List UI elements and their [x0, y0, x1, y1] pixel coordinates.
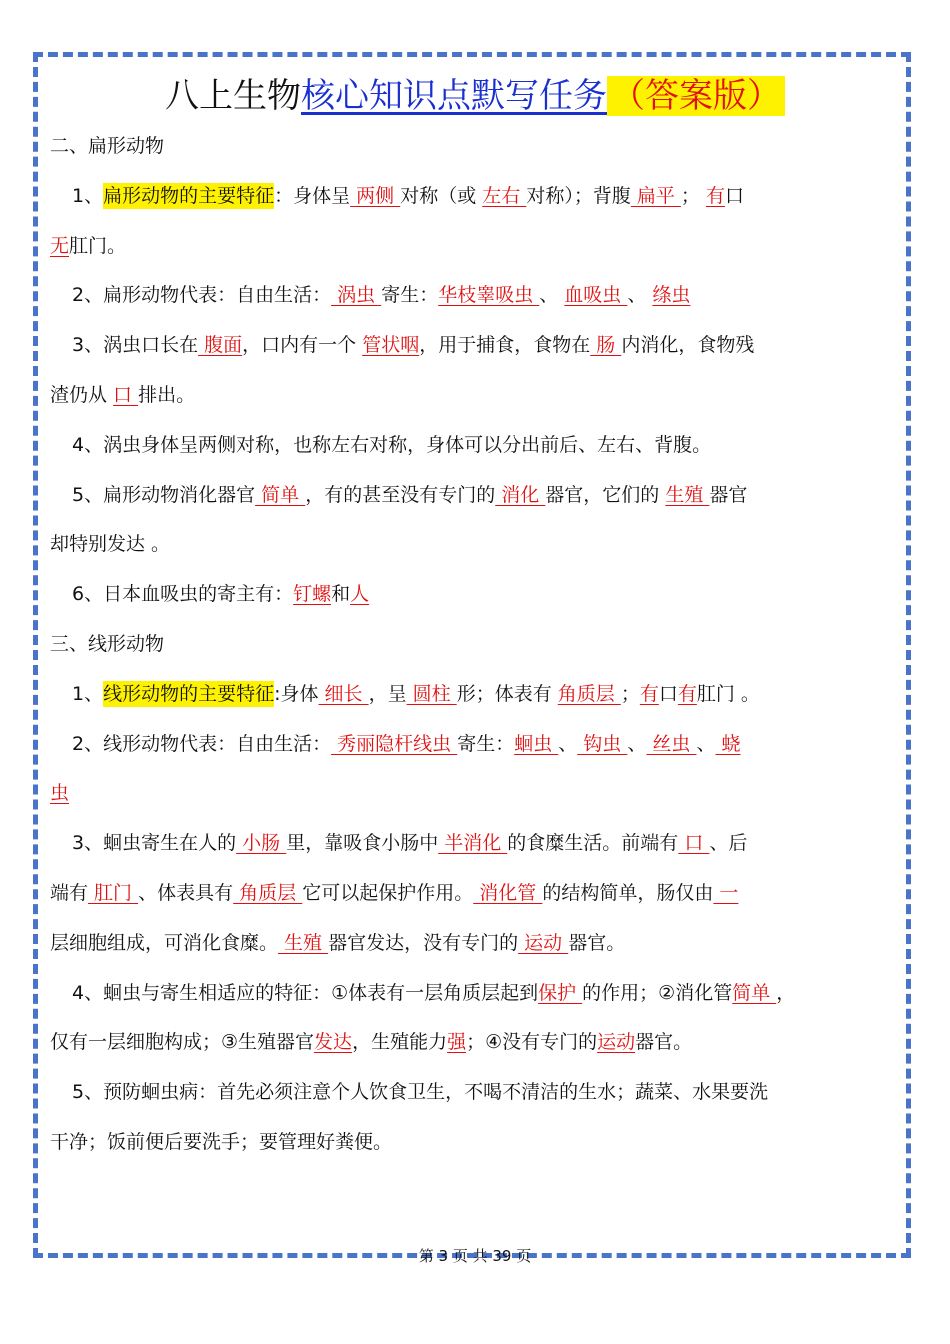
line-text: 肛门 。 [696, 682, 760, 705]
answer-text: 有 [705, 184, 725, 207]
line-text: 却特别发达 。 [50, 533, 171, 556]
line-text: 3、蛔虫寄生在人的 [72, 832, 237, 855]
line-text: 、后 [709, 832, 748, 855]
line-text: 二、扁形动物 [50, 135, 165, 157]
text-line [50, 969, 895, 1019]
line-text: 2、线形动物代表：自由生活： [72, 732, 332, 755]
answer-text: 两侧 [350, 184, 401, 207]
line-text: 6、日本血吸虫的寄主有： [72, 583, 294, 606]
line-text: ，用于捕食，食物在 [419, 334, 591, 357]
answer-text: 角质层 [233, 881, 303, 904]
line-text: ：身体呈 [274, 184, 351, 207]
line-text: ；④没有专门的 [466, 1031, 598, 1054]
text-line [50, 670, 895, 720]
line-text: 、 [539, 284, 565, 307]
answer-text: 有 [677, 682, 697, 705]
text-line [50, 620, 895, 670]
line-text: 、 [627, 284, 653, 307]
answer-text: 无 [50, 234, 70, 257]
text-line [50, 271, 895, 321]
line-text: 三、线形动物 [50, 632, 165, 655]
line-text: 寄生： [381, 284, 439, 307]
highlighted-term: 扁形动物的主要特征 [103, 184, 275, 207]
answer-text: 圆柱 [406, 682, 457, 705]
line-text: 器官。 [568, 931, 626, 954]
text-line [50, 720, 895, 770]
answer-text: 口 [678, 832, 710, 855]
answer-text: 细长 [318, 682, 369, 705]
answer-text: 角质层 [557, 682, 621, 705]
answer-text: 秀丽隐杆线虫 [331, 732, 458, 755]
line-text: 、体表具有 [138, 881, 234, 904]
answer-text: 发达 [314, 1031, 353, 1054]
line-text: 形；体表有 [456, 682, 558, 705]
line-text: 器官，它们的 [545, 483, 666, 506]
line-text: 内消化，食物残 [621, 334, 755, 357]
text-line [50, 1068, 895, 1118]
answer-text: 运动 [597, 1031, 636, 1054]
answer-text: 钩虫 [577, 732, 628, 755]
line-text: 仅有一层细胞构成；③生殖器官 [50, 1031, 315, 1054]
line-text: 排出。 [138, 383, 196, 406]
line-text: 器官。 [635, 1031, 693, 1054]
text-line [50, 1118, 895, 1168]
line-text: 的结构简单，肠仅由 [542, 881, 714, 904]
answer-text: 强 [447, 1031, 467, 1054]
text-line [50, 570, 895, 620]
text-line [50, 769, 895, 819]
line-text: 里，靠吸食小肠中 [286, 832, 439, 855]
line-text: 层细胞组成，可消化食糜。 [50, 931, 279, 954]
line-text: 它可以起保护作用。 [302, 881, 474, 904]
line-text: 和 [331, 583, 351, 606]
answer-text: 保护 [538, 981, 583, 1004]
answer-text: 绦虫 [652, 284, 691, 307]
line-text: :身体 [274, 682, 319, 705]
text-line [50, 869, 895, 919]
line-text: 渣仍从 [50, 383, 114, 406]
answer-text: 血吸虫 [564, 284, 628, 307]
line-text: 5、预防蛔虫病：首先必须注意个人饮食卫生，不喝不清洁的生水；蔬菜、水果要洗 [72, 1081, 769, 1104]
answer-text: 管状咽 [362, 334, 420, 357]
line-text: 2、扁形动物代表：自由生活： [72, 284, 332, 307]
document-body [50, 122, 895, 1168]
text-line [50, 122, 895, 172]
line-text: ； [620, 682, 640, 705]
answer-text: 肛门 [88, 881, 139, 904]
line-text: 、 [558, 732, 578, 755]
title-answer-version: （答案版） [607, 76, 785, 116]
line-text: 3、涡虫口长在 [72, 334, 199, 357]
answer-text: 运动 [518, 931, 569, 954]
text-line [50, 421, 895, 471]
text-line [50, 371, 895, 421]
text-line [50, 520, 895, 570]
page-title [0, 70, 950, 122]
answer-text: 生殖 [665, 483, 710, 506]
text-line [50, 919, 895, 969]
title-task: 核心知识点默写任务 [301, 76, 607, 116]
text-line [50, 819, 895, 869]
line-text: ，呈 [368, 682, 407, 705]
line-text: ，生殖能力 [352, 1031, 448, 1054]
text-line [50, 471, 895, 521]
answer-text: 有 [639, 682, 659, 705]
answer-text: 左右 [482, 184, 527, 207]
answer-text: 蛔虫 [514, 732, 559, 755]
line-text: 的食糜生活。前端有 [507, 832, 679, 855]
text-line [50, 222, 895, 272]
line-text: ，口内有一个 [242, 334, 363, 357]
line-text: 5、扁形动物消化器官 [72, 483, 256, 506]
line-text: 寄生： [457, 732, 515, 755]
line-text: 口 [658, 682, 678, 705]
answer-text: 腹面 [198, 334, 243, 357]
line-text: 器官 [709, 483, 748, 506]
answer-text: 涡虫 [331, 284, 382, 307]
line-text: 对称（或 [400, 184, 483, 207]
answer-text: 人 [350, 583, 370, 606]
answer-text: 消化管 [473, 881, 543, 904]
answer-text: 消化 [495, 483, 546, 506]
answer-text: 生殖 [278, 931, 329, 954]
answer-text: 一 [713, 881, 739, 904]
line-text: 1、 [72, 682, 104, 705]
line-text: 4、涡虫身体呈两侧对称，也称左右对称，身体可以分出前后、左右、背腹。 [72, 433, 712, 456]
answer-text: 钉螺 [293, 583, 332, 606]
answer-text: 简单 [255, 483, 306, 506]
line-text: 器官发达，没有专门的 [328, 931, 519, 954]
text-line [50, 172, 895, 222]
line-text: 口 [724, 184, 744, 207]
highlighted-term: 线形动物的主要特征 [103, 682, 275, 705]
line-text: ，有的甚至没有专门的 [305, 483, 496, 506]
line-text: 端有 [50, 881, 89, 904]
line-text: 、 [696, 732, 716, 755]
answer-text: 半消化 [438, 832, 508, 855]
line-text: 1、 [72, 184, 104, 207]
answer-text: 蛲 [715, 732, 741, 755]
answer-text: 华枝睾吸虫 [438, 284, 540, 307]
line-text: 的作用；②消化管 [582, 981, 733, 1004]
line-text: 、 [627, 732, 647, 755]
line-text: 对称）；背腹 [526, 184, 631, 207]
text-line [50, 1018, 895, 1068]
line-text: 干净；饭前便后要洗手；要管理好粪便。 [50, 1130, 393, 1153]
answer-text: 扁平 [630, 184, 681, 207]
answer-text: 肠 [590, 334, 622, 357]
line-text: ； [680, 184, 706, 207]
line-text: ， [776, 981, 796, 1004]
line-text: 4、蛔虫与寄生相适应的特征：①体表有一层角质层起到 [72, 981, 539, 1004]
answer-text: 口 [113, 383, 139, 406]
answer-text: 虫 [50, 782, 70, 805]
answer-text: 丝虫 [646, 732, 697, 755]
page-footer: 第 3 页 共 39 页 [418, 1247, 532, 1265]
text-line [50, 321, 895, 371]
line-text: 肛门。 [69, 234, 127, 257]
answer-text: 小肠 [236, 832, 287, 855]
title-subject: 八上生物 [165, 76, 301, 116]
answer-text: 简单 [732, 981, 777, 1004]
